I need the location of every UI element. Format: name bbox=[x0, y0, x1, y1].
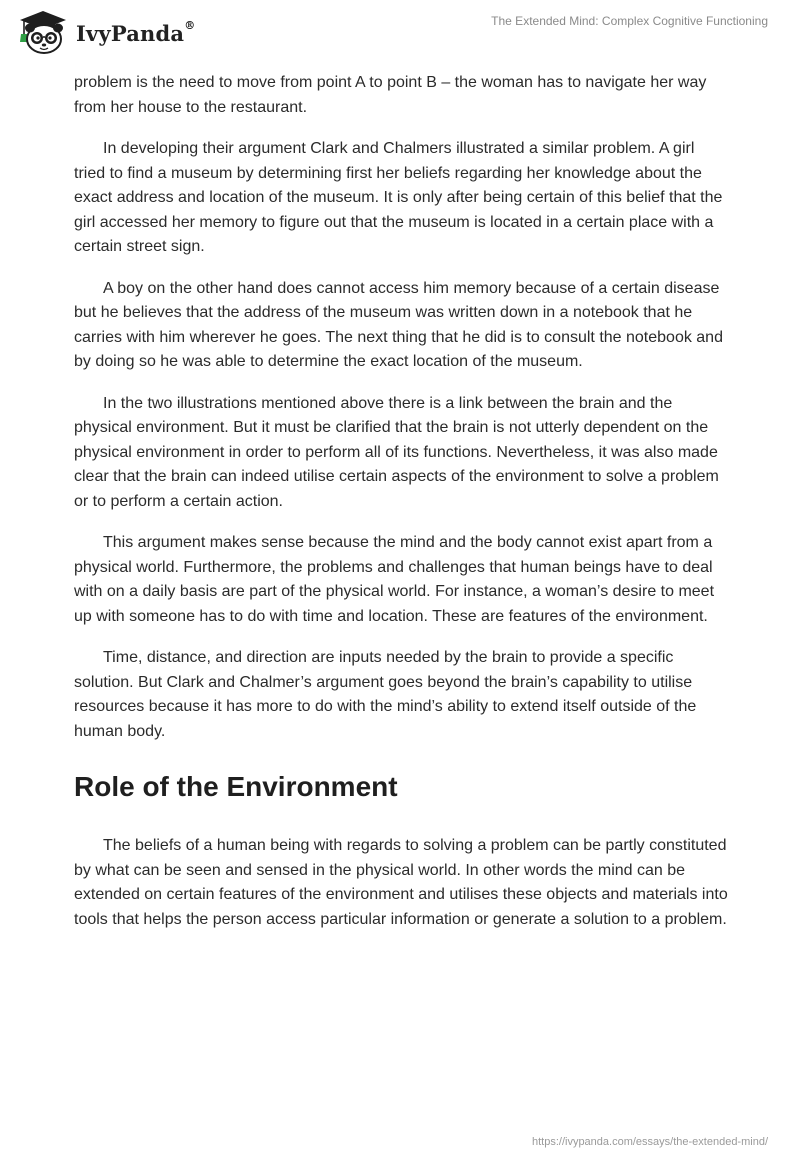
paragraph: In developing their argument Clark and Chalmers illustrated a similar problem. A girl tried to find a museum by determining first her beliefs regarding her knowledge about the exact address and location of the museum. It is only after being certain of this belief that the girl accessed her memory to figure out that the museum is located in a certain place with a certain street sign. bbox=[74, 140, 723, 255]
document-title: The Extended Mind: Complex Cognitive Functioning bbox=[491, 14, 768, 28]
brand-name: IvyPanda® bbox=[76, 18, 196, 46]
paragraph: Time, distance, and direction are inputs needed by the brain to provide a specific solution. But Clark and Chalmer’s argument goes beyond the brain’s capability to utilise resources because it has more to do with the mind’s ability to extend itself outside of the human body. bbox=[74, 649, 697, 740]
page-header bbox=[0, 0, 800, 70]
source-url[interactable]: https://ivypanda.com/essays/the-extended-mind/ bbox=[531, 1136, 768, 1148]
paragraph-continuation: problem is the need to move from point A to point B – the woman has to navigate her way from her house to the restaurant. bbox=[74, 74, 707, 116]
article-body bbox=[74, 71, 728, 949]
paragraph: This argument makes sense because the mind and the body cannot exist apart from a physical world. Furthermore, the problems and challenges that human beings have to deal with on a daily basis are part of the physical world. For instance, a woman’s desire to meet up with someone has to do with time and location. These are features of the environment. bbox=[74, 534, 715, 625]
paragraph: The beliefs of a human being with regards to solving a problem can be partly constituted by what can be seen and sensed in the physical world. In other words the mind can be extended on certain features of the environment and utilises these objects and materials into tools that helps the person access particular information or generate a solution to a problem. bbox=[74, 837, 728, 928]
brand-logo[interactable] bbox=[14, 8, 195, 56]
paragraph: In the two illustrations mentioned above there is a link between the brain and the physical environment. But it must be clarified that the brain is not utterly dependent on the physical environment in order to perform all of its functions. Nevertheless, it was also made clear that the brain can indeed utilise certain aspects of the environment to solve a problem or to perform a certain action. bbox=[74, 394, 719, 510]
section-heading: Role of the Environment bbox=[74, 771, 398, 802]
panda-graduate-icon bbox=[14, 8, 72, 56]
paragraph: A boy on the other hand does cannot access him memory because of a certain disease but he believes that the address of the museum was written down in a notebook that he carries with him wherever he goes. The next thing that he did is to consult the notebook and by doing so he was able to determine the exact location of the museum. bbox=[74, 279, 723, 370]
